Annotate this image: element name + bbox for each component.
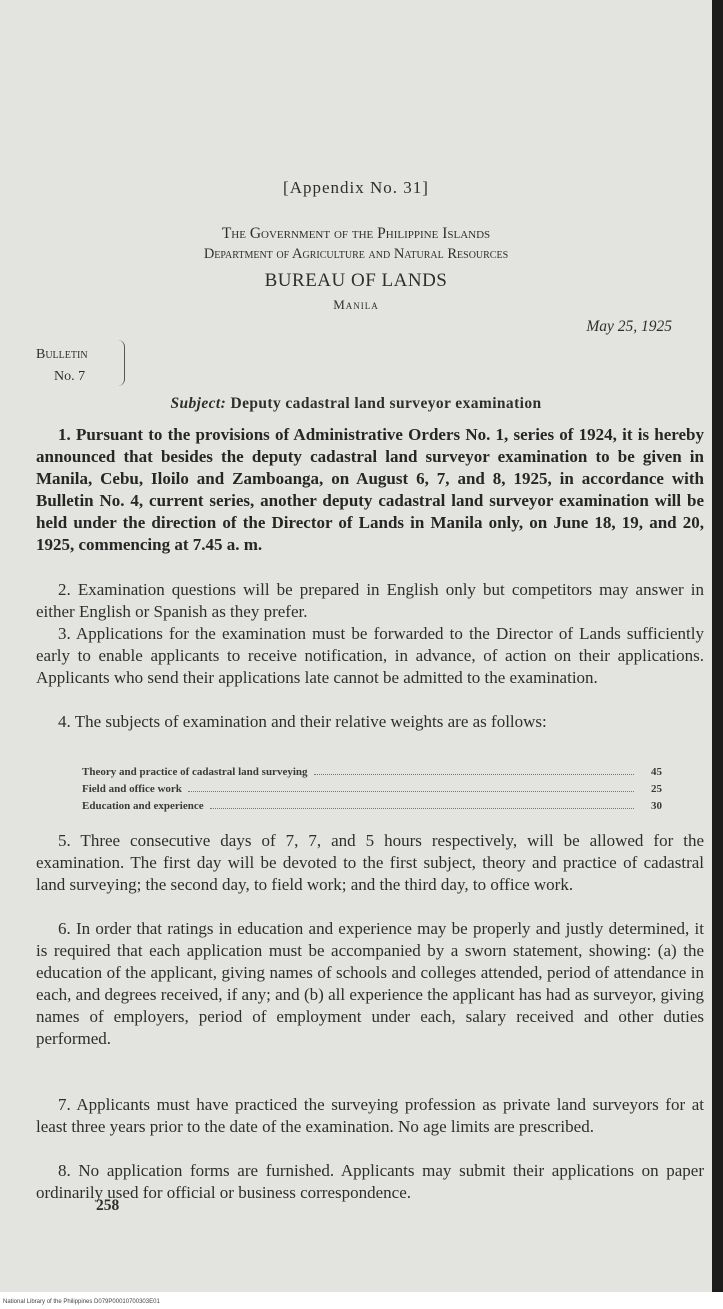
document-date: May 25, 1925 [586,318,672,335]
paragraph-7: 7. Applicants must have practiced the surveying profession as private land surveyors for at least three years prior to the date of the examination. No age limits are prescribed. [36,1095,704,1136]
weight-subject: Education and experience [82,800,204,812]
department-heading: Department of Agriculture and Natural Resources [203,246,509,262]
subject-text: Deputy cadastral land surveyor examination [230,395,542,412]
footer-bar [0,1292,723,1309]
weight-row [82,764,662,781]
government-heading: The Government of the Philippine Islands [221,225,491,242]
footer-text: National Library of the Philippines D079P00010700303E01 [3,1299,160,1305]
bureau-heading: BUREAU OF LANDS [264,270,448,291]
weight-value: 25 [651,783,662,795]
paragraph-5: 5. Three consecutive days of 7, 7, and 5 hours respectively, will be allowed for the examination. The first day will be devoted to the first subject, theory and practice of cadastral land surveying; the second day, to field work; and the third day, to office work. [36,831,704,894]
paragraph-1: 1. Pursuant to the provisions of Administrative Orders No. 1, series of 1924, it is hereby announced that besides the deputy cadastral land surveyor examination to be given in Manila, Cebu, Iloilo and Zamboanga, on August 6, 7, and 8, 1925, in accordance with Bulletin No. 4, current series, another deputy cadastral land surveyor examination will be held under the direction of the Director of Lands in Manila only, on June 18, 19, and 20, 1925, commencing at 7.45 a. m. [36,425,704,554]
weight-row [82,781,662,798]
weight-value: 45 [651,766,662,778]
city-heading: Manila [333,297,379,312]
paragraph-8: 8. No application forms are furnished. Applicants may submit their applications on paper ordinarily used for official or business correspondence. [36,1161,704,1202]
weight-row [82,798,662,815]
weight-subject: Field and office work [82,783,182,795]
appendix-label: [Appendix No. 31] [283,178,429,197]
subject-line [0,395,712,413]
scan-edge [712,0,723,1292]
paragraph-4: 4. The subjects of examination and their relative weights are as follows: [58,712,547,731]
bulletin-title: Bulletin [36,347,88,362]
bulletin-number: No. 7 [54,369,86,384]
paragraph-3: 3. Applications for the examination must be forwarded to the Director of Lands sufficiently early to enable applicants to receive notification, in advance, of action on their applications. Applicants who send their applications late cannot be admitted to the examination. [36,624,704,687]
dot-leader [188,791,634,792]
weight-subject: Theory and practice of cadastral land surveying [82,766,308,778]
subject-lead: Subject: [170,395,227,412]
page-number: 258 [96,1197,120,1214]
paragraph-6: 6. In order that ratings in education and experience may be properly and justly determined, it is required that each application must be accompanied by a sworn statement, showing: (a) the education of the applicant, giving names of schools and colleges attended, period of attendance in each, and degrees received, if any; and (b) all experience the applicant has had as surveyor, giving names of employers, period of employment under each, salary received and other duties performed. [36,919,704,1048]
dot-leader [210,808,634,809]
bulletin-brace [118,340,125,386]
bulletin-label [36,344,88,388]
weight-value: 30 [651,800,662,812]
dot-leader [314,774,635,775]
paragraph-2: 2. Examination questions will be prepared in English only but competitors may answer in either English or Spanish as they prefer. [36,580,704,621]
weights-table [82,764,662,815]
